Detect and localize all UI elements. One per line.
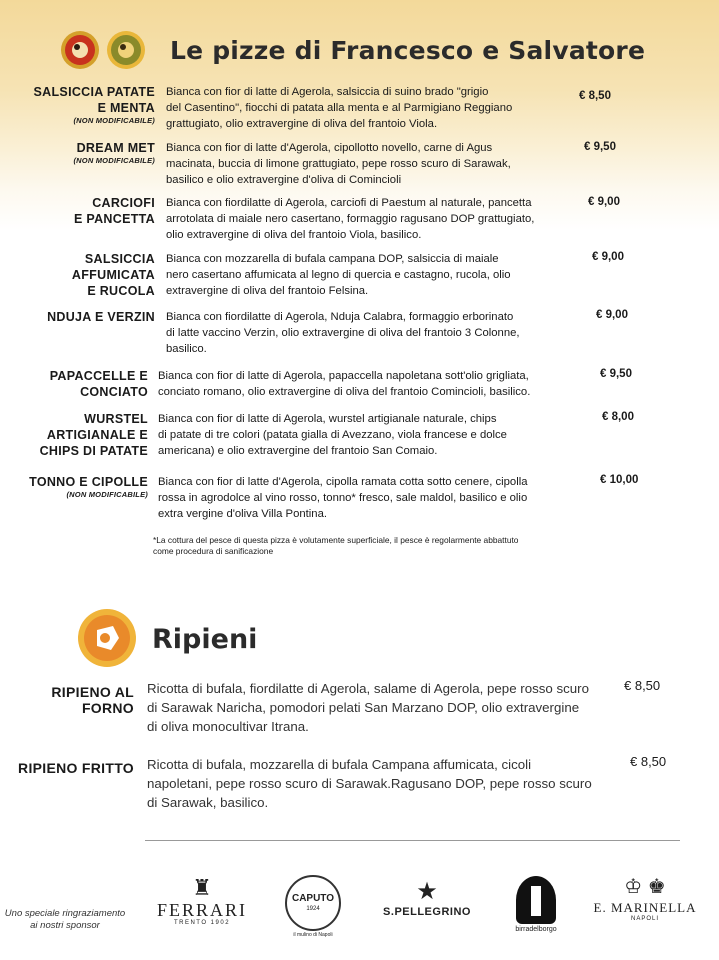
pizza-name-line: CARCIOFI: [92, 196, 155, 210]
ripieno-description-line: di oliva monocultivar Itrana.: [147, 719, 309, 734]
ripieno-name: RIPIENO AL FORNO: [51, 684, 134, 716]
pizza-description: [158, 411, 598, 459]
pizza-name-line: ARTIGIANALE E: [46, 428, 148, 442]
caputo-year: 1924: [306, 906, 320, 912]
pizza-name-line: E MENTA: [97, 101, 155, 115]
pizza-name: [0, 309, 155, 325]
pizza-description-line: basilico e olio extravergine d'oliva di Comincioli: [166, 174, 402, 186]
pizza-name-line: TONNO E CIPOLLE: [29, 475, 148, 489]
pizza-name-line: WURSTEL: [84, 412, 148, 426]
pizza-description: [166, 251, 606, 299]
pizza-price: € 9,50: [600, 368, 632, 380]
pizza-note: (NON MODIFICABILE): [73, 156, 155, 165]
pizza-name-line: NDUJA E VERZIN: [47, 310, 155, 324]
star-icon: ★: [416, 878, 438, 905]
thanks-line: ai nostri sponsor: [30, 920, 100, 931]
ripieni-logo: [75, 608, 139, 673]
pizza-name-line: SALSICCIA: [84, 252, 155, 266]
sponsor-birra: [506, 876, 566, 933]
pizza-description-line: rossa in agrodolce al vino rosso, tonno* fresco, sale maldol, basilico e olio: [158, 492, 528, 504]
pizza-description-line: macinata, buccia di limone grattugiato, pepe rosso scuro di Sarawak,: [166, 158, 511, 170]
footnote-line: *La cottura del pesce di questa pizza è volutamente superficiale, il pesce è regolarmente abbattuto: [153, 535, 519, 545]
pizza-description-line: Bianca con fior di latte d'Agerola, cipolla ramata cotta sotto cenere, cipolla: [158, 476, 528, 488]
pizza-name: [0, 84, 155, 126]
pizza-name-line: SALSICCIA PATATE: [33, 85, 155, 99]
ripieni-logo-svg: [75, 608, 139, 668]
ripieno-description-line: di Sarawak Naricha, pomodori pelati San Marzano DOP, olio extravergine: [147, 700, 580, 715]
pizza-name: [0, 411, 148, 459]
pizza-description-line: di patate di tre colori (patata gialla di Avezzano, viola francese e dolce: [158, 429, 507, 441]
fish-footnote: [153, 535, 518, 557]
birra-name: birradelborgo: [515, 926, 557, 933]
pizza-description-line: grattugiato, olio extravergine di oliva del frantoio Viola.: [166, 118, 438, 130]
pizza-name-line: DREAM MET: [76, 141, 155, 155]
pizza-description-line: Bianca con fiordilatte di Agerola, carciofi di Paestum al naturale, pancetta: [166, 197, 532, 209]
pizza-name: [0, 251, 155, 299]
pizza-description-line: Bianca con fior di latte di Agerola, wurstel artigianale naturale, chips: [158, 413, 497, 425]
red-circle-face-icon: [61, 31, 99, 69]
pizza-description: [166, 195, 606, 243]
pizza-name-line: E PANCETTA: [73, 212, 155, 226]
pizza-description-line: conciato romano, olio extravergine di oliva del frantoio Comincioli, basilico.: [158, 386, 531, 398]
ripieno-description-line: di Sarawak, basilico.: [147, 795, 269, 810]
caputo-name: CAPUTO: [291, 893, 335, 904]
caputo-badge-icon: [285, 875, 341, 931]
pellegrino-name: S.PELLEGRINO: [383, 906, 471, 918]
pizza-description: [158, 368, 598, 400]
pizza-name-line: E RUCOLA: [87, 284, 155, 298]
ferrari-crest-icon: ♜: [192, 875, 212, 900]
pizza-description-line: basilico.: [166, 343, 207, 355]
footnote-line: come procedura di sanificazione: [153, 546, 274, 556]
pizza-note: (NON MODIFICABILE): [66, 490, 148, 499]
header-logo-svg: [58, 30, 158, 72]
pizza-name: [0, 368, 148, 400]
pizza-note: (NON MODIFICABILE): [73, 116, 155, 125]
pizza-description-line: Bianca con mozzarella di bufala campana DOP, salsiccia di maiale: [166, 253, 499, 265]
pizza-name: [0, 195, 155, 227]
pizza-price: € 9,00: [588, 196, 620, 208]
ripieno-description-line: Ricotta di bufala, mozzarella di bufala Campana affumicata, cicoli: [147, 757, 532, 772]
pizza-description-line: Bianca con fiordilatte di Agerola, Nduja Calabra, formaggio erborinato: [166, 311, 514, 323]
pizza-description-line: Bianca con fior di latte di Agerola, papaccella napoletana sott'olio grigliata,: [158, 370, 529, 382]
pizza-name-line: CHIPS DI PATATE: [39, 444, 148, 458]
sponsor-pellegrino: [372, 880, 482, 918]
pizza-description-line: extravergine di oliva del frantoio Felsina.: [166, 285, 369, 297]
sponsor-caputo: [282, 875, 344, 938]
orange-circle-face-icon: [78, 609, 136, 667]
divider: [145, 840, 680, 841]
pizza-price: € 8,50: [579, 90, 611, 102]
pizza-name-line: CONCIATO: [80, 385, 148, 399]
pizza-name: [0, 140, 155, 166]
sponsor-thanks: [0, 908, 130, 932]
pizza-description-line: Bianca con fior di latte d'Agerola, cipollotto novello, carne di Agus: [166, 142, 493, 154]
page-title: Le pizze di Francesco e Salvatore: [170, 36, 646, 65]
pizza-description-line: Bianca con fior di latte di Agerola, salsiccia di suino brado "grigio: [166, 86, 489, 98]
pizza-description-line: di latte vaccino Verzin, olio extravergine di oliva del frantoio 3 Colonne,: [166, 327, 520, 339]
caputo-sub: il mulino di Napoli: [293, 932, 333, 938]
pizza-price: € 8,00: [602, 411, 634, 423]
pizza-name-line: AFFUMICATA: [71, 268, 155, 282]
pizza-price: € 9,00: [592, 251, 624, 263]
ripieno-description-line: napoletani, pepe rosso scuro di Sarawak.Ragusano DOP, pepe rosso scuro: [147, 776, 592, 791]
ferrari-name: FERRARI: [156, 900, 248, 920]
pizza-price: € 9,00: [596, 309, 628, 321]
pizza-description-line: arrotolata di maiale nero casertano, formaggio ragusano DOP grattugiato,: [166, 213, 535, 225]
pizza-description-line: nero casertano affumicata al legno di quercia e castagno, rucola, olio: [166, 269, 511, 281]
ripieno-price: € 8,50: [624, 678, 661, 693]
pizza-price: € 9,50: [584, 141, 616, 153]
pizza-description: [166, 140, 606, 188]
ripieni-title: Ripieni: [152, 624, 258, 655]
sponsor-marinella: [590, 874, 700, 922]
ferrari-sub: TRENTO 1902: [173, 920, 231, 926]
pizza-description: [166, 309, 606, 357]
pizza-price: € 10,00: [600, 474, 639, 486]
pizza-name-line: PAPACCELLE E: [49, 369, 148, 383]
pizza-description-line: del Casentino", fiocchi di patata alla menta e al Parmigiano Reggiano: [166, 102, 513, 114]
ripieno-description: [147, 755, 617, 812]
pizza-description-line: olio extravergine di oliva del frantoio Viola, basilico.: [166, 229, 422, 241]
olive-circle-face-icon: [107, 31, 145, 69]
ripieno-name: RIPIENO FRITTO: [18, 760, 134, 776]
pizza-description-line: americana) e olio extravergine del frantoio San Comaio.: [158, 445, 438, 457]
ripieno-description: [147, 679, 617, 736]
marinella-sub: NAPOLI: [630, 916, 659, 922]
marinella-name: E. MARINELLA: [593, 900, 697, 915]
pizza-description-line: extra vergine d'oliva Villa Pontina.: [158, 508, 327, 520]
sponsor-ferrari: [152, 876, 252, 926]
crest-icon: ♔ ♚: [624, 876, 666, 898]
pizza-name: [0, 474, 148, 500]
pizza-description: [158, 474, 598, 522]
pizza-description: [166, 84, 606, 132]
ripieno-price: € 8,50: [630, 754, 667, 769]
ripieno-description-line: Ricotta di bufala, fiordilatte di Agerola, salame di Agerola, pepe rosso scuro: [147, 681, 590, 696]
header-logo: [58, 30, 158, 77]
tower-icon: [516, 876, 556, 924]
thanks-line: Uno speciale ringraziamento: [4, 908, 126, 919]
